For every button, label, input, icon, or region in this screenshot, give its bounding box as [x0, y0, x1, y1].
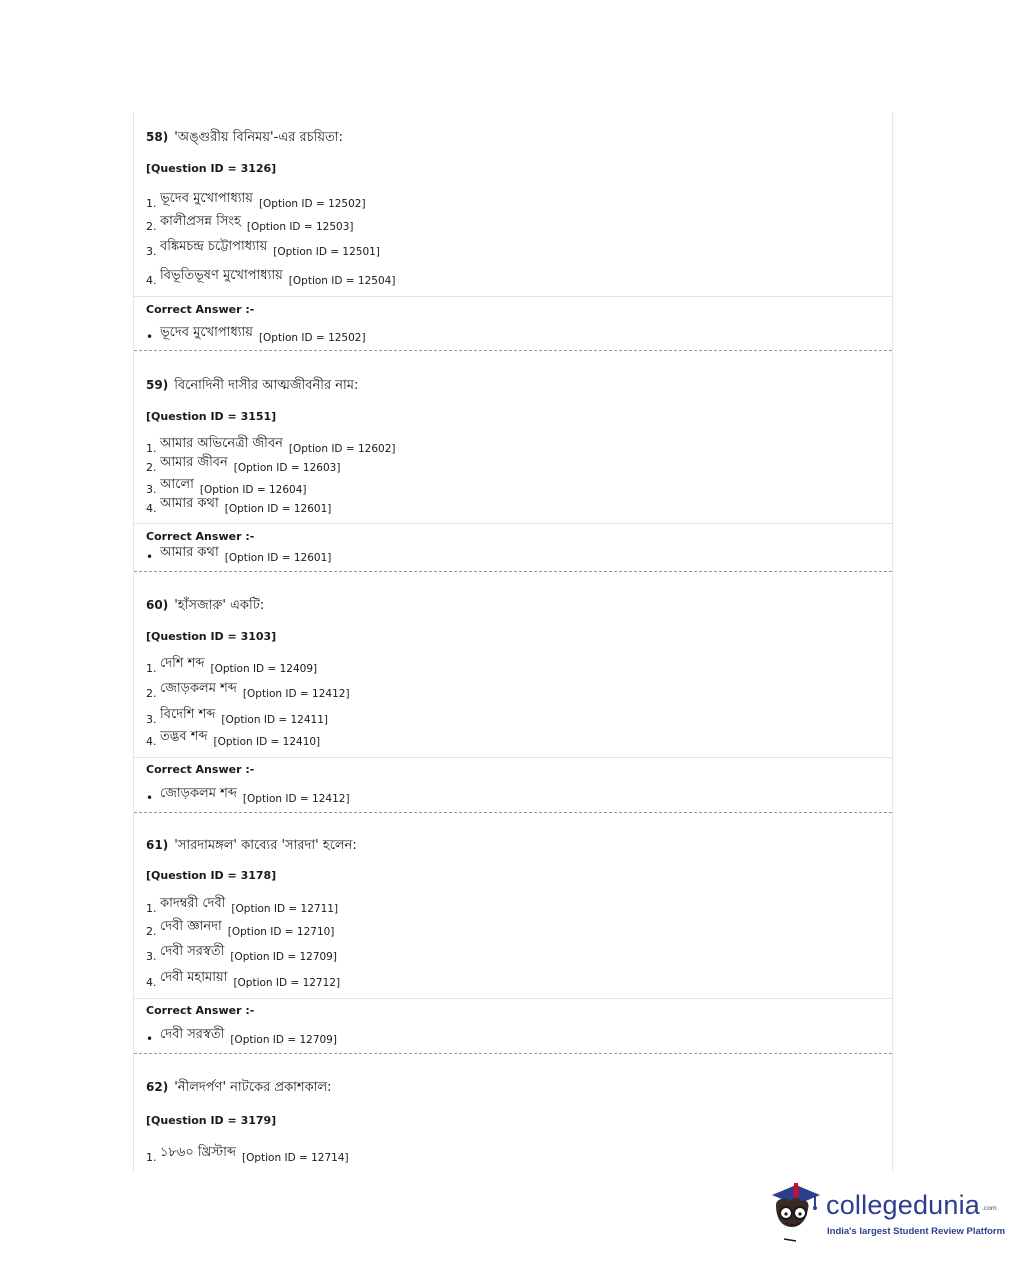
option-index: 1.	[146, 662, 157, 675]
divider	[134, 998, 892, 999]
question-paper-page	[133, 112, 893, 1172]
correct-answer	[146, 325, 366, 349]
option-index: 2.	[146, 925, 157, 938]
correct-answer-option-id: [Option ID = 12709]	[230, 1034, 337, 1046]
option-text: কাদম্বরী দেবী	[160, 896, 226, 911]
option-index: 1.	[146, 442, 157, 455]
question-id: [Question ID = 3178]	[146, 869, 277, 882]
option-text: বঙ্কিমচন্দ্র চট্টোপাধ্যায়	[160, 239, 268, 254]
option-id: [Option ID = 12504]	[288, 275, 396, 287]
option-index: 2.	[146, 220, 157, 233]
logo-wordmark: collegedunia	[826, 1190, 981, 1220]
option-text: ১৮৬০ খ্রিস্টাব্দ	[160, 1145, 236, 1160]
correct-answer-option-id: [Option ID = 12502]	[258, 332, 366, 344]
option-id: [Option ID = 12604]	[199, 484, 307, 496]
option-index: 4.	[146, 274, 157, 287]
option-index: 3.	[146, 245, 157, 258]
correct-answer	[146, 545, 332, 569]
option-id: [Option ID = 12409]	[210, 663, 318, 675]
option-item	[146, 239, 380, 263]
option-id: [Option ID = 12411]	[221, 714, 329, 726]
correct-answer-text: দেবী সরস্বতী	[160, 1027, 225, 1042]
option-id: [Option ID = 12603]	[233, 462, 341, 474]
question-divider	[134, 571, 892, 572]
option-text: আমার জীবন	[160, 455, 228, 470]
question-id: [Question ID = 3103]	[146, 630, 277, 643]
question-id: [Question ID = 3179]	[146, 1114, 277, 1127]
option-index: 3.	[146, 713, 157, 726]
option-text: তদ্ভব শব্দ	[160, 729, 208, 744]
option-index: 3.	[146, 950, 157, 963]
correct-answer	[146, 786, 350, 810]
question-divider	[134, 812, 892, 813]
option-id: [Option ID = 12412]	[242, 688, 350, 700]
question-divider	[134, 350, 892, 351]
option-item	[146, 707, 329, 731]
option-index: 4.	[146, 502, 157, 515]
option-id: [Option ID = 12709]	[230, 951, 337, 963]
option-text: বিদেশি শব্দ	[160, 707, 216, 722]
option-item	[146, 896, 339, 920]
question-id: [Question ID = 3126]	[146, 162, 277, 175]
option-id: [Option ID = 12502]	[258, 198, 366, 210]
correct-answer-text: ভূদেব মুখোপাধ্যায়	[160, 325, 253, 340]
option-item	[146, 729, 321, 753]
correct-answer-label: Correct Answer :-	[146, 763, 255, 776]
question-58-heading	[146, 128, 343, 149]
option-index: 2.	[146, 687, 157, 700]
option-text: দেবী জ্ঞানদা	[160, 919, 222, 934]
option-id: [Option ID = 12602]	[288, 443, 396, 455]
option-item	[146, 681, 350, 705]
correct-answer-option-id: [Option ID = 12601]	[224, 552, 332, 564]
option-text: ভূদেব মুখোপাধ্যায়	[160, 191, 253, 206]
option-id: [Option ID = 12501]	[273, 246, 380, 258]
correct-answer-label: Correct Answer :-	[146, 1004, 255, 1017]
logo-domain-suffix: .com	[982, 1205, 997, 1212]
option-index: 4.	[146, 976, 157, 989]
student-mascot-icon	[766, 1177, 828, 1243]
option-item	[146, 496, 332, 520]
correct-answer-label: Correct Answer :-	[146, 530, 255, 543]
correct-answer-text: আমার কথা	[160, 545, 219, 560]
correct-answer-option-id: [Option ID = 12412]	[242, 793, 350, 805]
option-text: জোড়কলম শব্দ	[160, 681, 237, 696]
divider	[134, 523, 892, 524]
divider	[134, 757, 892, 758]
option-item	[146, 191, 366, 215]
option-index: 1.	[146, 197, 157, 210]
option-text: আলো	[160, 477, 194, 492]
question-text: 'অঙ্গুরীয় বিনিময়'-এর রচয়িতা:	[174, 130, 343, 145]
option-text: কালীপ্রসন্ন সিংহ	[160, 214, 241, 229]
option-text: দেশি শব্দ	[160, 656, 205, 671]
question-text: বিনোদিনী দাসীর আত্মজীবনীর নাম:	[174, 378, 359, 393]
question-60-heading	[146, 596, 264, 617]
correct-answer	[146, 1027, 337, 1051]
option-index: 1.	[146, 1151, 157, 1164]
option-text: আমার কথা	[160, 496, 219, 511]
question-number: 61)	[146, 838, 169, 852]
question-id: [Question ID = 3151]	[146, 410, 277, 423]
question-61-heading	[146, 836, 357, 857]
option-item	[146, 214, 354, 238]
option-item	[146, 970, 341, 994]
option-item	[146, 1145, 349, 1169]
option-text: আমার অভিনেত্রী জীবন	[160, 436, 283, 451]
question-number: 62)	[146, 1080, 169, 1094]
option-index: 2.	[146, 461, 157, 474]
question-text: 'নীলদর্পণ' নাটকের প্রকাশকাল:	[174, 1080, 332, 1095]
option-text: বিভূতিভূষণ মুখোপাধ্যায়	[160, 268, 283, 283]
question-59-heading	[146, 376, 358, 397]
question-number: 60)	[146, 598, 169, 612]
option-id: [Option ID = 12714]	[242, 1152, 349, 1164]
option-id: [Option ID = 12503]	[246, 221, 354, 233]
option-text: দেবী মহামায়া	[160, 970, 228, 985]
bullet-icon: •	[146, 550, 154, 564]
option-index: 4.	[146, 735, 157, 748]
option-item	[146, 455, 341, 479]
option-text: দেবী সরস্বতী	[160, 944, 225, 959]
option-id: [Option ID = 12410]	[213, 736, 321, 748]
question-number: 59)	[146, 378, 169, 392]
question-number: 58)	[146, 130, 169, 144]
option-index: 1.	[146, 902, 157, 915]
question-text: 'সারদামঙ্গল' কাব্যের 'সারদা' হলেন:	[174, 838, 357, 853]
correct-answer-text: জোড়কলম শব্দ	[160, 786, 237, 801]
divider	[134, 296, 892, 297]
collegedunia-logo	[766, 1177, 1006, 1247]
option-id: [Option ID = 12711]	[231, 903, 339, 915]
option-index: 3.	[146, 483, 157, 496]
bullet-icon: •	[146, 330, 154, 344]
question-text: 'হাঁসজারু' একটি:	[174, 598, 265, 613]
logo-tagline: India's largest Student Review Platform	[827, 1226, 1006, 1237]
correct-answer-label: Correct Answer :-	[146, 303, 255, 316]
option-id: [Option ID = 12712]	[233, 977, 341, 989]
option-item	[146, 656, 318, 680]
question-divider	[134, 1053, 892, 1054]
option-item	[146, 944, 337, 968]
option-item	[146, 919, 335, 943]
bullet-icon: •	[146, 791, 154, 805]
option-id: [Option ID = 12710]	[227, 926, 335, 938]
option-id: [Option ID = 12601]	[224, 503, 332, 515]
question-62-heading	[146, 1078, 332, 1099]
option-item	[146, 268, 396, 292]
bullet-icon: •	[146, 1032, 154, 1046]
